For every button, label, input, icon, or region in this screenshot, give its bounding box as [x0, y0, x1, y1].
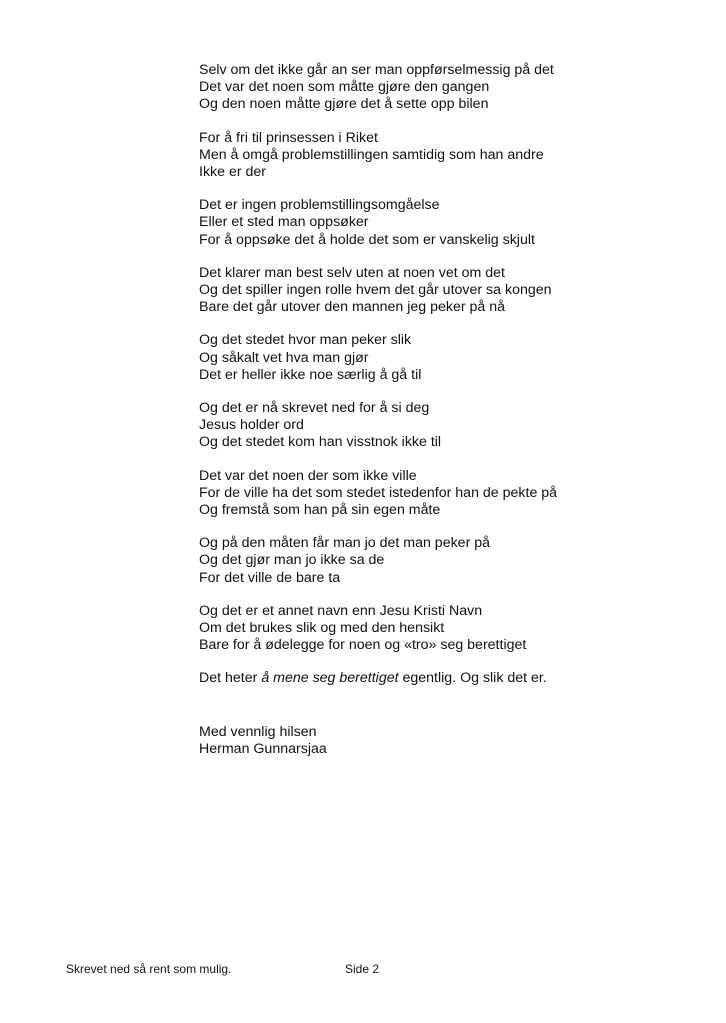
closing-suffix: egentlig. Og slik det er. [398, 670, 547, 687]
page-number: Side 2 [345, 962, 380, 976]
text-line: For å fri til prinsessen i Riket [199, 129, 378, 146]
text-line: Det var det noen der som ikke ville [199, 467, 417, 484]
text-line: Det er heller ikke noe særlig å gå til [199, 366, 422, 383]
footer-note: Skrevet ned så rent som mulig. [66, 962, 232, 976]
stanza-8 [199, 535, 699, 587]
stanza-2 [199, 130, 699, 182]
text-line: Og det stedet kom han visstnok ikke til [199, 434, 442, 451]
text-line: Det var det noen som måtte gjøre den gangen [199, 79, 490, 96]
text-line: Om det brukes slik og med den hensikt [199, 620, 445, 637]
text-line: Og det er et annet navn enn Jesu Kristi Navn [199, 602, 483, 619]
signoff: Med vennlig hilsen [199, 723, 317, 740]
text-line: For det ville de bare ta [199, 569, 341, 586]
text-line: Og det gjør man jo ikke sa de [199, 552, 385, 569]
stanza-5 [199, 332, 699, 384]
text-line: Ikke er der [199, 164, 267, 181]
closing-emphasis: å mene seg berettiget [261, 670, 399, 687]
text-line: Og fremstå som han på sin egen måte [199, 502, 441, 519]
text-line: Og såkalt vet hva man gjør [199, 349, 369, 366]
text-line: Selv om det ikke går an ser man oppførselmessig på det [199, 62, 554, 78]
text-line: Og det spiller ingen rolle hvem det går utover sa kongen [199, 282, 552, 299]
text-line: Men å omgå problemstillingen samtidig som han andre [199, 146, 544, 163]
text-line: For de ville ha det som stedet istedenfor han de pekte på [199, 484, 558, 501]
text-line: Bare det går utover den mannen jeg peker på nå [199, 299, 506, 316]
document-body [199, 62, 699, 758]
stanza-4 [199, 265, 699, 317]
closing-statement [199, 670, 699, 687]
stanza-9 [199, 603, 699, 655]
stanza-6 [199, 400, 699, 452]
text-line: Det er ingen problemstillingsomgåelse [199, 197, 440, 214]
text-line: Det klarer man best selv uten at noen vet om det [199, 264, 505, 281]
text-line: Og på den måten får man jo det man peker på [199, 535, 491, 552]
closing-prefix: Det heter [199, 670, 262, 687]
text-line: Jesus holder ord [199, 417, 304, 434]
text-line: Og det stedet hvor man peker slik [199, 332, 412, 349]
text-line: Bare for å ødelegge for noen og «tro» seg berettiget [199, 637, 527, 654]
stanza-1 [199, 62, 699, 114]
stanza-3 [199, 197, 699, 249]
closing-text [199, 670, 699, 687]
text-line: For å oppsøke det å holde det som er vanskelig skjult [199, 231, 535, 248]
text-line: Og den noen måtte gjøre det å sette opp bilen [199, 96, 489, 113]
text-line: Eller et sted man oppsøker [199, 214, 369, 231]
author-name: Herman Gunnarsjaa [199, 740, 327, 757]
stanza-7 [199, 468, 699, 520]
signature-block [199, 724, 699, 758]
text-line: Og det er nå skrevet ned for å si deg [199, 400, 430, 417]
